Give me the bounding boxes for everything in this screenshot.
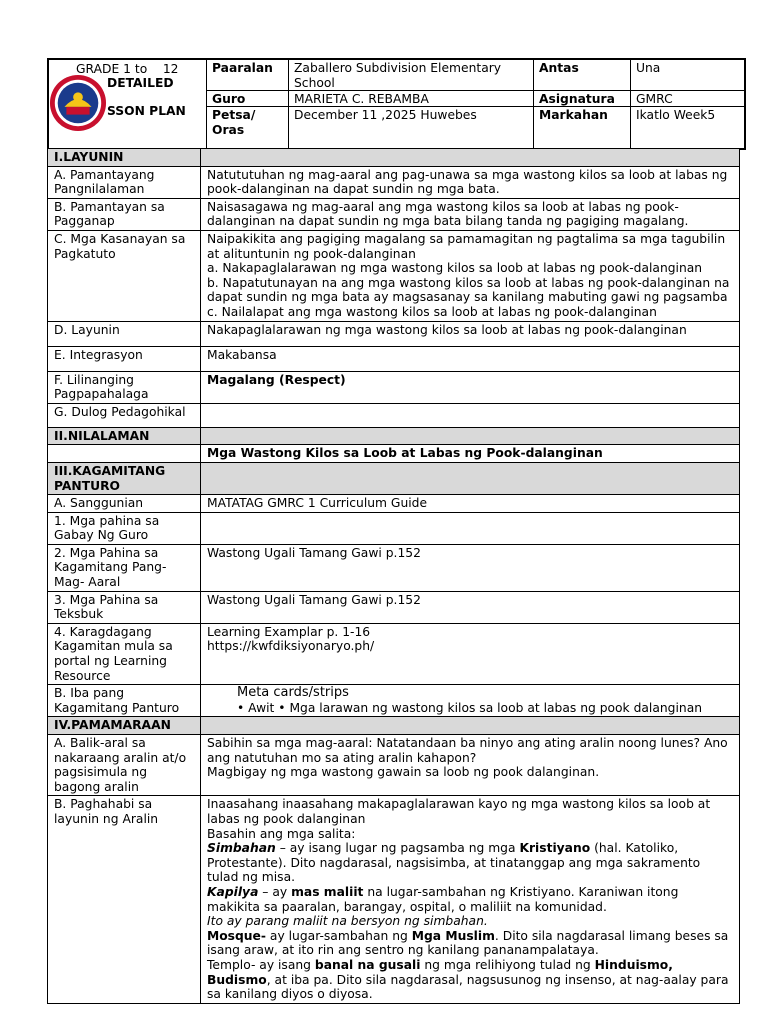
term: Mosque- <box>207 928 267 943</box>
row-value <box>201 512 740 544</box>
petsa-label: Petsa/ Oras <box>207 107 289 148</box>
row-label: B. Pamantayan sa Pagganap <box>48 198 201 230</box>
table-row <box>48 544 740 591</box>
paaralan-label: Paaralan <box>207 60 289 91</box>
row-label: C. Mga Kasanayan sa Pagkatuto <box>48 230 201 321</box>
templo-definition: Templo- ay isang banal na gusali ng mga relihiyong tulad ng Hinduismo, Budismo, at iba pa. Dito sila nagdarasal, nagsusunog ng insenso, at nag-aalay para sa kanilang diyos o diyosa. <box>207 957 729 1002</box>
asignatura-label: Asignatura <box>534 91 631 107</box>
row-value <box>201 623 740 684</box>
row-label: E. Integrasyon <box>48 346 201 371</box>
row-value: Naisasagawa ng mag-aaral ang mga wastong kilos sa loob at labas ng pook-dalanginan na dapat sundin ng mga bata bilang tanda ng pagiging magalang. <box>201 198 740 230</box>
paaralan-value: Zaballero Subdivision Elementary School <box>289 60 534 91</box>
asignatura-value: GMRC <box>631 91 744 107</box>
row-label: G. Dulog Pedagohikal <box>48 403 201 427</box>
header-info-grid <box>207 60 744 148</box>
row-value <box>201 796 740 1003</box>
term: Simbahan <box>207 841 276 856</box>
table-row <box>48 495 740 513</box>
grade-label: GRADE 1 to 12 <box>76 62 179 76</box>
section-heading: IV.PAMAMARAAN <box>48 717 201 735</box>
simbahan-definition: Simbahan – ay isang lugar ng pagsamba ng mga Kristiyano (hal. Katoliko, Protestante). Dito nagdarasal, nagsisimba, at tinatanggap ang mga sakramento tulad ng misa. <box>207 841 701 885</box>
term: Templo- <box>207 957 256 972</box>
table-row <box>48 623 740 684</box>
deped-seal-logo <box>49 74 107 132</box>
row-label: D. Layunin <box>48 321 201 346</box>
detailed-label: DETAILED <box>107 76 174 90</box>
guro-value: MARIETA C. REBAMBA <box>289 91 534 107</box>
balik-aral-question: Sabihin sa mga mag-aaral: Natatandaan ba ninyo ang ating aralin noong lunes? Ano ang natutuhan mo sa ating aralin kahapon? <box>207 736 728 765</box>
materials-list: • Awit • Mga larawan ng wastong kilos sa loob at labas ng pook dalanginan <box>237 700 703 715</box>
table-row <box>48 371 740 403</box>
table-row <box>48 166 740 198</box>
table-row <box>48 591 740 623</box>
term: Kapilya <box>207 884 259 899</box>
row-value: Nakapaglalarawan ng mga wastong kilos sa loob at labas ng pook-dalanginan <box>201 321 740 346</box>
balik-aral-task: Magbigay ng mga wastong gawain sa loob ng pook dalanginan. <box>207 765 600 780</box>
row-label: A. Pamantayang Pangnilalaman <box>48 166 201 198</box>
table-row <box>48 230 740 321</box>
kasanayan-c: c. Nailalapat ang mga wastong kilos sa loob at labas ng pook-dalanginan <box>207 304 657 319</box>
petsa-value: December 11 ,2025 Huwebes <box>289 107 534 148</box>
row-value <box>201 403 740 427</box>
table-row <box>48 321 740 346</box>
section-heading: III.KAGAMITANG PANTURO <box>48 462 201 494</box>
kwf-link[interactable]: https://kwfdiksiyonaryo.ph/ <box>207 639 375 654</box>
row-label: F. Lilinanging Pagpapahalaga <box>48 371 201 403</box>
table-row <box>48 796 740 1003</box>
kapilya-definition: Kapilya – ay mas maliit na lugar-sambahan ng Kristiyano. Karaniwan itong makikita sa paaralan, barangay, ospital, o maliliit na komunidad. <box>207 884 679 914</box>
antas-label: Antas <box>534 60 631 91</box>
section-heading: II.NILALAMAN <box>48 427 201 445</box>
row-value <box>201 230 740 321</box>
row-value: Natututuhan ng mag-aaral ang pag-unawa sa mga wastong kilos sa loob at labas ng pook-dalanginan na dapat sundin ng mga bata. <box>201 166 740 198</box>
row-value: Makabansa <box>201 346 740 371</box>
lesson-plan-header <box>47 58 746 150</box>
antas-value: Una <box>631 60 744 91</box>
section-row-kagamitan <box>48 462 740 494</box>
mosque-definition: Mosque- ay lugar-sambahan ng Mga Muslim. Dito sila nagdarasal limang beses sa isang araw, at ito rin ang sentro ng kanilang pananampalataya. <box>207 928 729 958</box>
row-value: Magalang (Respect) <box>201 371 740 403</box>
row-label: 1. Mga pahina sa Gabay Ng Guro <box>48 512 201 544</box>
section-row-nilalaman <box>48 427 740 445</box>
table-row <box>48 445 740 463</box>
kapilya-note: Ito ay parang maliit na bersyon ng simbahan. <box>207 914 488 929</box>
row-label: B. Iba pang Kagamitang Panturo <box>48 685 201 717</box>
row-label: A. Sanggunian <box>48 495 201 513</box>
section-row-pamamaraan <box>48 717 740 735</box>
row-label: 2. Mga Pahina sa Kagamitang Pang-Mag- Aaral <box>48 544 201 591</box>
table-row <box>48 735 740 796</box>
learning-examplar: Learning Examplar p. 1-16 <box>207 624 371 639</box>
kasanayan-a: a. Nakapaglalarawan ng mga wastong kilos sa loob at labas ng pook-dalanginan <box>207 261 703 276</box>
paghahabi-intro: Inaasahang inaasahang makapaglalarawan kayo ng mga wastong kilos sa loob at labas ng pook dalanginan <box>207 797 711 826</box>
header-title-block <box>49 60 207 148</box>
row-value: Wastong Ugali Tamang Gawi p.152 <box>201 591 740 623</box>
row-label: 4. Karagdagang Kagamitan mula sa portal ng Learning Resource <box>48 623 201 684</box>
row-label: 3. Mga Pahina sa Teksbuk <box>48 591 201 623</box>
section-row-layunin <box>48 149 740 167</box>
table-row <box>48 685 740 717</box>
row-value: Mga Wastong Kilos sa Loob at Labas ng Pook-dalanginan <box>201 445 740 463</box>
table-row <box>48 198 740 230</box>
kasanayan-b: b. Napatutunayan na ang mga wastong kilos sa loob at labas ng pook-dalanginan na dapat sundin ng mga bata ay magsasanay sa kanilang mabuting gawi ng pagsamba <box>207 275 730 305</box>
row-value: Wastong Ugali Tamang Gawi p.152 <box>201 544 740 591</box>
table-row <box>48 403 740 427</box>
table-row <box>48 512 740 544</box>
row-value: MATATAG GMRC 1 Curriculum Guide <box>201 495 740 513</box>
guro-label: Guro <box>207 91 289 107</box>
row-value <box>201 685 740 717</box>
section-heading: I.LAYUNIN <box>48 149 201 167</box>
markahan-label: Markahan <box>534 107 631 148</box>
lesson-plan-table <box>47 148 740 1004</box>
lesson-plan-label: SSON PLAN <box>107 104 186 118</box>
meta-cards: Meta cards/strips <box>237 685 349 701</box>
basahin-instruction: Basahin ang mga salita: <box>207 826 356 841</box>
row-value <box>201 735 740 796</box>
row-label: B. Paghahabi sa layunin ng Aralin <box>48 796 201 1003</box>
kasanayan-intro: Naipakikita ang pagiging magalang sa pamamagitan ng pagtalima sa mga tagubilin at alituntunin ng pook-dalanginan <box>207 231 726 261</box>
table-row <box>48 346 740 371</box>
row-label: A. Balik-aral sa nakaraang aralin at/o pagsisimula ng bagong aralin <box>48 735 201 796</box>
markahan-value: Ikatlo Week5 <box>636 108 716 122</box>
